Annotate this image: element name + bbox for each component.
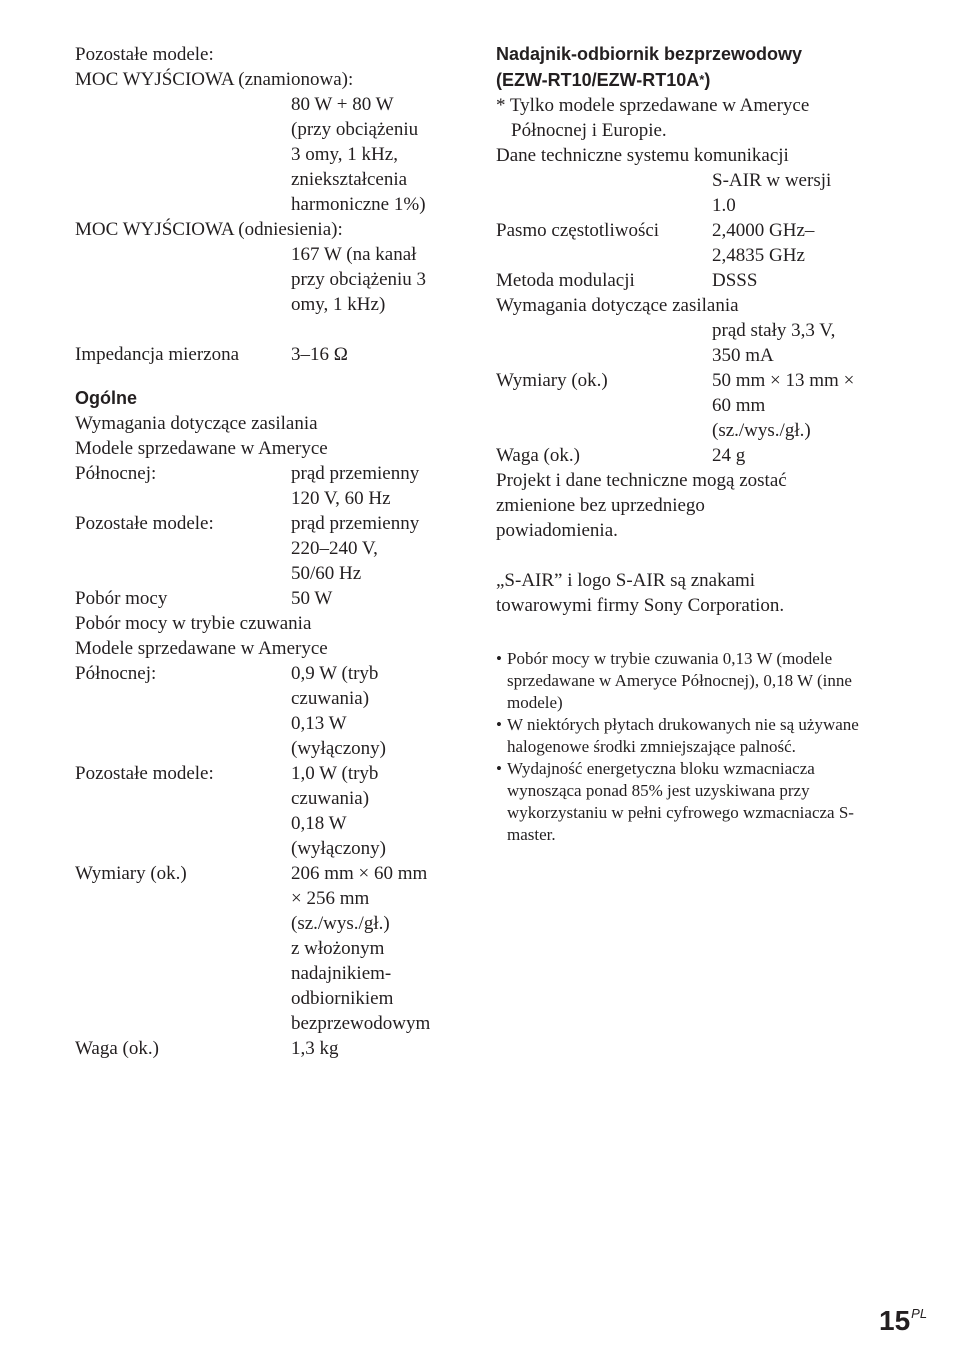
power-requirements-title: Wymagania dotyczące zasilania [496, 295, 739, 316]
value-line: odbiornikiem [291, 988, 394, 1009]
dimensions-value [291, 861, 455, 1036]
communication-title: Dane techniczne systemu komunikacji [496, 145, 789, 166]
rated-power-line: zniekształcenia [291, 169, 408, 190]
power-requirements-title: Wymagania dotyczące zasilania [75, 413, 318, 434]
value-line: S-AIR w wersji [712, 170, 832, 191]
dimensions-row [75, 861, 455, 1036]
rated-power-value [75, 92, 455, 217]
bullet: • [496, 715, 502, 734]
page-number-value: 15 [879, 1305, 911, 1336]
value-line: × 256 mm [291, 888, 370, 909]
modulation-label: Metoda modulacji [496, 270, 635, 291]
note-item [496, 758, 866, 846]
power-consumption-row [75, 586, 455, 611]
note-text: Pobór mocy w trybie czuwania 0,13 W (modele sprzedawane w Ameryce Północnej), 0,18 W (inne modele) [507, 649, 852, 712]
notes-list [496, 648, 866, 846]
power-requirements-other-label: Pozostałe modele: [75, 513, 214, 534]
value-line: prąd przemienny [291, 513, 420, 534]
change-notice [496, 468, 866, 543]
trademark-line: towarowymi firmy Sony Corporation. [496, 595, 785, 616]
right-column [496, 42, 866, 846]
page-number [879, 1297, 927, 1338]
notice-line: powiadomienia. [496, 520, 618, 541]
trademark-line: „S-AIR” i logo S-AIR są znakami [496, 570, 756, 591]
value-line: 0,9 W (tryb [291, 663, 379, 684]
power-requirements-na-intro: Modele sprzedawane w Ameryce [75, 438, 328, 459]
standby-na-row [75, 661, 455, 761]
value-line: 50 mm × 13 mm × [712, 370, 855, 391]
reference-power-label: MOC WYJŚCIOWA (odniesienia): [75, 219, 343, 240]
weight-row [75, 1036, 455, 1061]
value-line: 50/60 Hz [291, 563, 362, 584]
power-requirements-na-row [75, 461, 455, 511]
frequency-value [712, 218, 866, 268]
model-footnote: * Tylko modele sprzedawane w Ameryce Północnej i Europie. [496, 95, 810, 141]
weight-value: 24 g [712, 445, 746, 466]
communication-value [496, 168, 866, 218]
value-line: (sz./wys./gł.) [712, 420, 811, 441]
frequency-row [496, 218, 866, 268]
power-consumption-label: Pobór mocy [75, 588, 168, 609]
rated-power-line: harmoniczne 1%) [291, 194, 426, 215]
value-line: 60 mm [712, 395, 766, 416]
rated-power-line: (przy obciążeniu [291, 119, 419, 140]
rated-power-line: 3 omy, 1 kHz, [291, 144, 398, 165]
notice-line: zmienione bez uprzedniego [496, 495, 705, 516]
power-requirements-na-label: Północnej: [75, 463, 157, 484]
value-line: prąd stały 3,3 V, [712, 320, 836, 341]
transceiver-heading: Nadajnik-odbiornik bezprzewodowy [496, 44, 803, 64]
dimensions-label: Wymiary (ok.) [496, 370, 608, 391]
impedance-row [75, 342, 455, 367]
standby-title: Pobór mocy w trybie czuwania [75, 613, 312, 634]
modulation-row [496, 268, 866, 293]
power-requirements-na-value [291, 461, 455, 511]
trademark-notice [496, 568, 866, 618]
value-line: z włożonym [291, 938, 385, 959]
value-line: 2,4000 GHz– [712, 220, 815, 241]
note-item [496, 714, 866, 758]
footnote-marker: * [699, 72, 705, 87]
page-language-suffix: PL [911, 1306, 928, 1321]
weight-label: Waga (ok.) [75, 1038, 159, 1059]
impedance-label: Impedancja mierzona [75, 344, 240, 365]
value-line: prąd przemienny [291, 463, 420, 484]
dimensions-value [712, 368, 866, 443]
transceiver-model-heading [496, 67, 866, 93]
value-line: (wyłączony) [291, 838, 386, 859]
standby-other-value [291, 761, 455, 861]
value-line: 1,0 W (tryb [291, 763, 379, 784]
value-line: 220–240 V, [291, 538, 378, 559]
notice-line: Projekt i dane techniczne mogą zostać [496, 470, 787, 491]
value-line: 2,4835 GHz [712, 245, 805, 266]
note-text: W niektórych płytach drukowanych nie są używane halogenowe środki zmniejszające palność. [507, 715, 859, 756]
left-column [75, 42, 455, 1061]
value-line: 1.0 [712, 195, 736, 216]
modulation-value: DSSS [712, 270, 758, 291]
reference-power-value [75, 242, 455, 317]
value-line: 0,18 W [291, 813, 347, 834]
rated-power-line: 80 W + 80 W [291, 94, 394, 115]
bullet: • [496, 649, 502, 668]
power-requirements-other-row [75, 511, 455, 586]
value-line: nadajnikiem- [291, 963, 392, 984]
power-requirements-value [496, 318, 866, 368]
model-names: (EZW-RT10/EZW-RT10A [496, 70, 700, 90]
bullet: • [496, 759, 502, 778]
standby-na-value [291, 661, 455, 761]
value-line: 0,13 W [291, 713, 347, 734]
value-line: (sz./wys./gł.) [291, 913, 390, 934]
value-line: 350 mA [712, 345, 774, 366]
note-text: Wydajność energetyczna bloku wzmacniacza wynosząca ponad 85% jest uzyskiwana przy wykorzystaniu w pełni cyfrowego wzmacniacza S-master. [507, 759, 854, 844]
value-line: 120 V, 60 Hz [291, 488, 391, 509]
other-models-intro: Pozostałe modele: [75, 44, 214, 65]
value-line: (wyłączony) [291, 738, 386, 759]
reference-power-line: omy, 1 kHz) [291, 294, 386, 315]
value-line: bezprzewodowym [291, 1013, 431, 1034]
dimensions-label: Wymiary (ok.) [75, 863, 187, 884]
impedance-value: 3–16 Ω [291, 344, 348, 365]
general-heading: Ogólne [75, 388, 137, 408]
weight-row [496, 443, 866, 468]
standby-na-label: Północnej: [75, 663, 157, 684]
reference-power-line: 167 W (na kanał [291, 244, 417, 265]
standby-other-label: Pozostałe modele: [75, 763, 214, 784]
reference-power-line: przy obciążeniu 3 [291, 269, 427, 290]
standby-na-intro: Modele sprzedawane w Ameryce [75, 638, 328, 659]
frequency-label: Pasmo częstotliwości [496, 220, 660, 241]
heading-close: ) [704, 70, 711, 90]
weight-value: 1,3 kg [291, 1038, 339, 1059]
value-line: czuwania) [291, 788, 370, 809]
standby-other-row [75, 761, 455, 861]
dimensions-row [496, 368, 866, 443]
power-requirements-other-value [291, 511, 455, 586]
note-item [496, 648, 866, 714]
power-consumption-value: 50 W [291, 588, 333, 609]
weight-label: Waga (ok.) [496, 445, 580, 466]
value-line: czuwania) [291, 688, 370, 709]
rated-power-label: MOC WYJŚCIOWA (znamionowa): [75, 69, 354, 90]
value-line: 206 mm × 60 mm [291, 863, 428, 884]
